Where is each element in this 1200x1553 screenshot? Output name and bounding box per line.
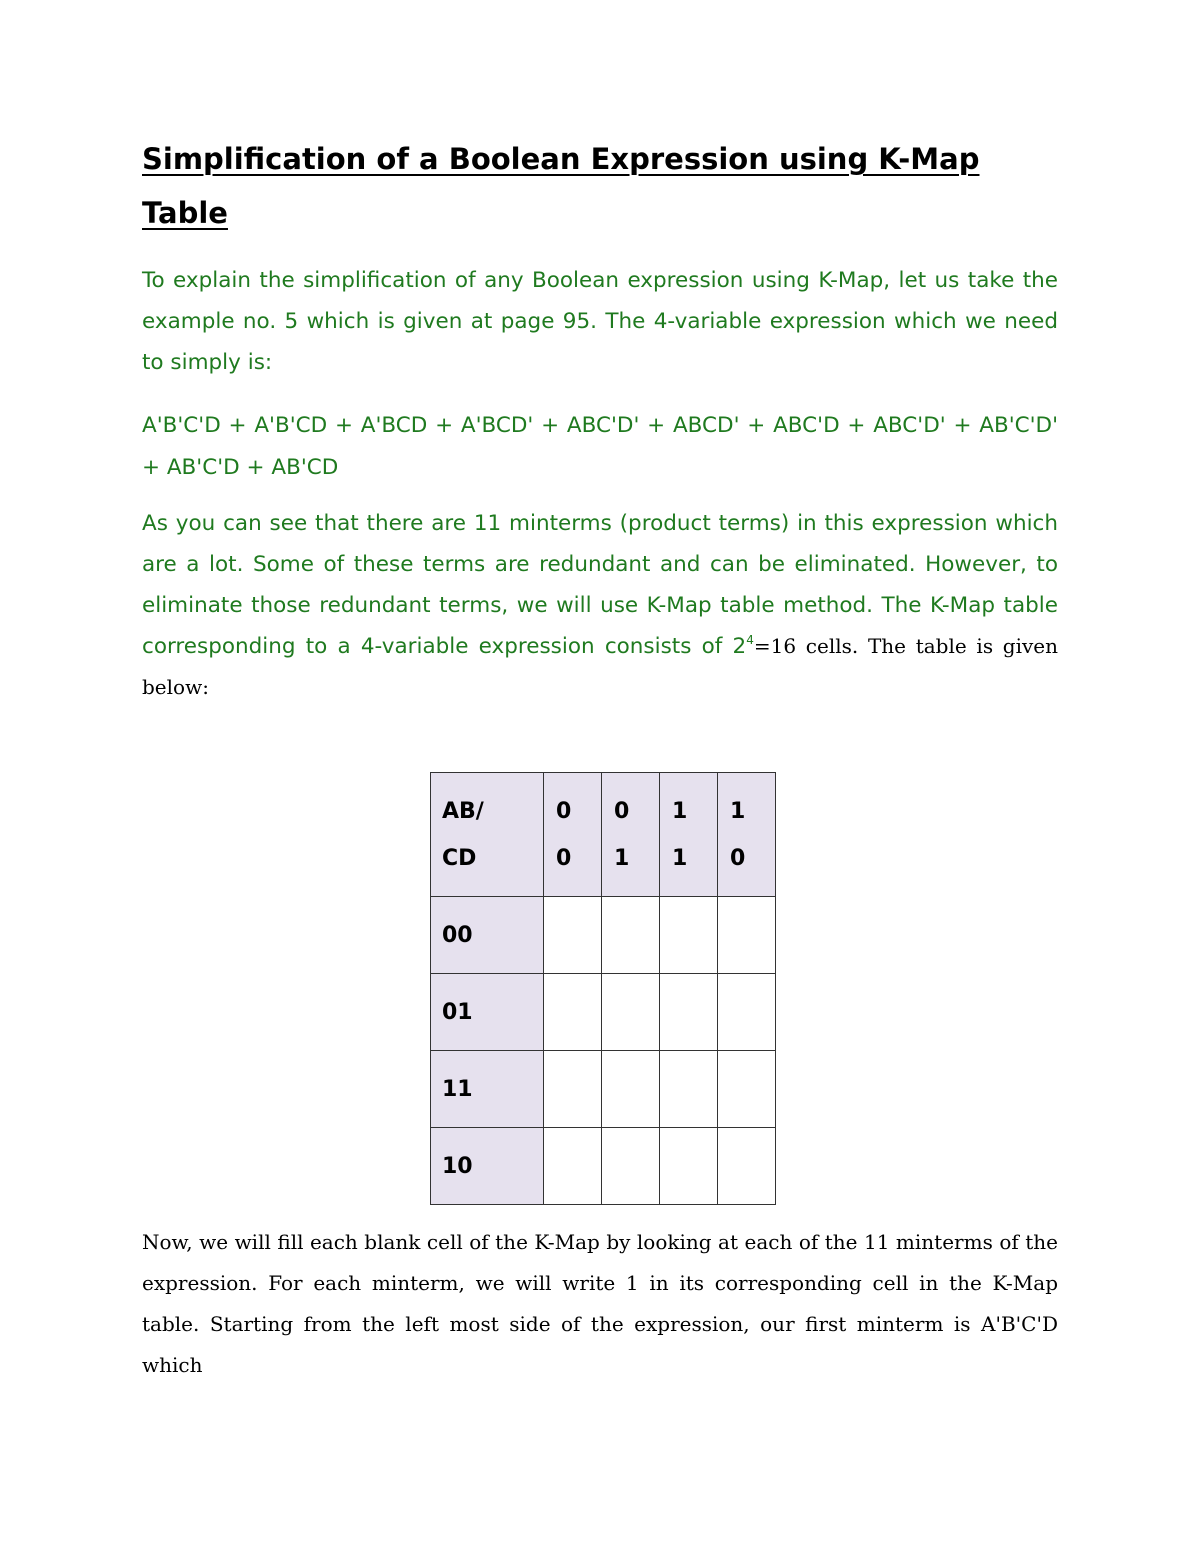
kmap-col-header	[602, 773, 660, 897]
kmap-col-header	[544, 773, 602, 897]
kmap-row	[431, 974, 776, 1051]
kmap-row-header: 10	[431, 1128, 544, 1205]
kmap-cell	[718, 974, 776, 1051]
kmap-row-header: 00	[431, 897, 544, 974]
kmap-cell	[602, 897, 660, 974]
kmap-col-header-top: 0	[614, 798, 630, 824]
kmap-row-header: 11	[431, 1051, 544, 1128]
document-page	[142, 132, 1058, 708]
kmap-cell	[544, 974, 602, 1051]
kmap-cell	[718, 1128, 776, 1205]
kmap-cell	[660, 1128, 718, 1205]
kmap-cell	[660, 897, 718, 974]
kmap-cell	[660, 1051, 718, 1128]
kmap-col-header	[660, 773, 718, 897]
kmap-cell	[544, 1051, 602, 1128]
kmap-col-header-bottom: 0	[730, 845, 746, 871]
exponent: 4	[746, 633, 754, 647]
kmap-cell	[718, 897, 776, 974]
kmap-cell	[544, 1128, 602, 1205]
minterms-paragraph-main: As you can see that there are 11 minterms (product terms) in this expression which are a lot. Some of these terms are redundant and can be eliminated. However, to eliminate those redundant terms, we will use K-Map table method. The K-Map table corresponding to a 4-variable expression consists of 2	[142, 511, 1058, 659]
kmap-header-row	[431, 773, 776, 897]
kmap-cell	[602, 1128, 660, 1205]
kmap-col-header-bottom: 1	[614, 845, 630, 871]
kmap-corner-header	[431, 773, 544, 897]
boolean-expression: A'B'C'D + A'B'CD + A'BCD + A'BCD' + ABC'D' + ABCD' + ABC'D + ABC'D' + AB'C'D' + AB'C'D + AB'CD	[142, 413, 1058, 480]
kmap-table	[430, 772, 776, 1205]
kmap-row	[431, 1051, 776, 1128]
fill-instructions-paragraph: Now, we will fill each blank cell of the K-Map by looking at each of the 11 minterms of the expression. For each minterm, we will write 1 in its corresponding cell in the K-Map table. Starting from the left most side of the expression, our first minterm is A'B'C'D which	[142, 1230, 1058, 1377]
kmap-row	[431, 1128, 776, 1205]
kmap-corner-ab: AB/	[442, 798, 484, 824]
minterms-paragraph-tail: =16 cells. The table is given below:	[142, 634, 1059, 699]
kmap-corner-cd: CD	[442, 845, 477, 871]
minterms-paragraph	[142, 503, 1058, 708]
kmap-row-header: 01	[431, 974, 544, 1051]
kmap-col-header-bottom: 1	[672, 845, 688, 871]
kmap-cell	[602, 1051, 660, 1128]
kmap-col-header-top: 0	[556, 798, 572, 824]
intro-paragraph: To explain the simplification of any Boolean expression using K-Map, let us take the example no. 5 which is given at page 95. The 4-variable expression which we need to simply is:	[142, 268, 1058, 375]
document-title: Simplification of a Boolean Expression using K-Map Table	[142, 142, 980, 230]
kmap-cell	[718, 1051, 776, 1128]
kmap-cell	[544, 897, 602, 974]
kmap-table-container	[430, 772, 776, 1205]
kmap-col-header	[718, 773, 776, 897]
kmap-cell	[660, 974, 718, 1051]
kmap-col-header-top: 1	[730, 798, 746, 824]
kmap-col-header-bottom: 0	[556, 845, 572, 871]
kmap-row	[431, 897, 776, 974]
kmap-cell	[602, 974, 660, 1051]
kmap-col-header-top: 1	[672, 798, 688, 824]
